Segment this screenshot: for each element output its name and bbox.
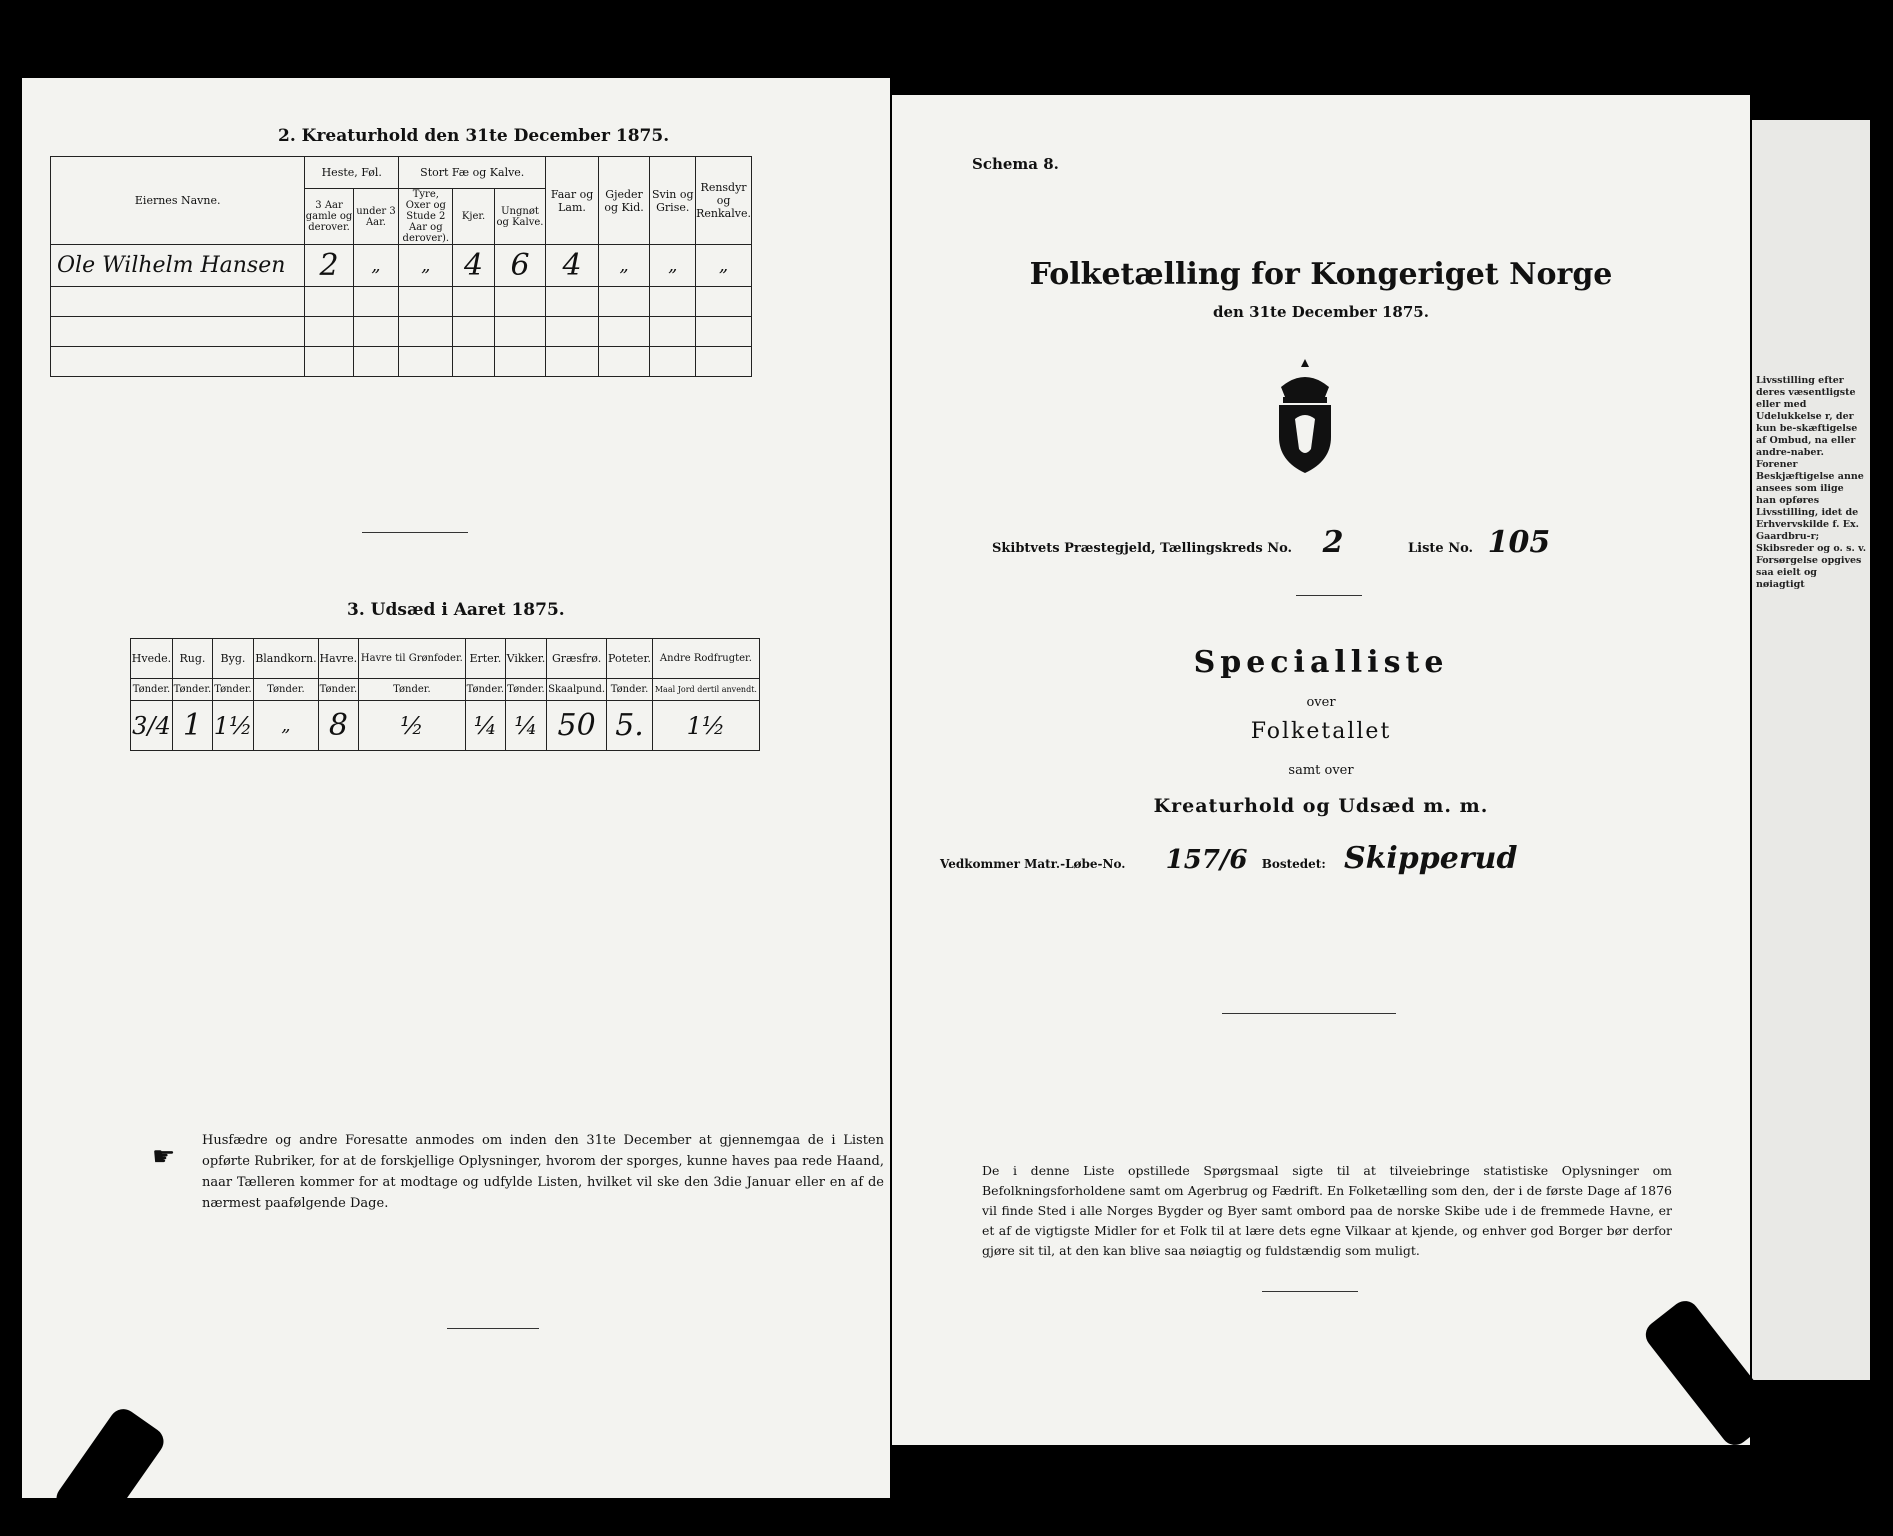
specialliste-title: Specialliste	[1193, 645, 1449, 680]
seed-header: Blandkorn.	[254, 639, 319, 679]
table-row	[51, 287, 752, 317]
owner-cell: Ole Wilhelm Hansen	[51, 245, 305, 287]
header-3aar: 3 Aar gamle og derover.	[305, 189, 353, 245]
header-under3: under 3 Aar.	[353, 189, 398, 245]
seed-unit: Maal Jord dertil anvendt.	[652, 679, 759, 701]
footer-text: De i denne Liste opstillede Spørgsmaal sigte til at tilveiebringe statistiske Oplysninger om Befolkningsforholdene samt om Agerbrug og Fædrift. En Folketælling som den, der i de første Dage af 1876 vil finde Sted i alle Norges Bygder og Byer samt ombord paa de norske Skibe ude i de fremmede Havne, er et af de vigtigste Midler for et Folk til at lære dets egne Vilkaar at kjende, og enhver god Borger bør derfor gjøre sit til, at den kan blive saa nøiagtig og fuldstændig som muligt.	[982, 1163, 1672, 1258]
seed-unit: Tønder.	[607, 679, 653, 701]
district-no: 2	[1322, 525, 1344, 560]
seed-header: Havre.	[318, 639, 358, 679]
schema-label: Schema 8.	[972, 155, 1059, 173]
seed-header: Erter.	[465, 639, 505, 679]
list-no: 105	[1487, 525, 1551, 560]
census-date: den 31te December 1875.	[1213, 303, 1429, 321]
seed-header: Vikker.	[505, 639, 546, 679]
header-stort-fae: Stort Fæ og Kalve.	[399, 157, 546, 189]
seed-header: Poteter.	[607, 639, 653, 679]
seed-unit: Tønder.	[465, 679, 505, 701]
seed-value: ½	[358, 701, 465, 751]
parish-label: Præstegjeld,	[1064, 541, 1156, 556]
cell-svin: „	[650, 245, 696, 287]
table-row	[51, 317, 752, 347]
seed-value: 50	[547, 701, 607, 751]
seed-value: „	[254, 701, 319, 751]
right-page	[892, 95, 1750, 1445]
header-tyre: Tyre, Oxer og Stude 2 Aar og derover).	[399, 189, 453, 245]
seed-header: Havre til Grønfoder.	[358, 639, 465, 679]
seed-unit: Skaalpund.	[547, 679, 607, 701]
header-rensdyr: Rensdyr og Renkalve.	[696, 157, 752, 245]
seed-header: Græsfrø.	[547, 639, 607, 679]
margin-text: Livsstilling efter deres væsentligste eller med Udelukkelse r, der kun be-skæftigelse af Ombud, na eller andre-naber. Forener Beskjæftigelse anne ansees som ilige han opføres Livsstilling, idet de Erhvervskilde f. Ex. Gaardbru-r; Skibsreder og o. s. v. Forsørgelse opgives saa eielt og nøiagtigt	[1756, 375, 1866, 590]
folketallet-title: Folketallet	[1250, 719, 1392, 744]
district-label: Tællingskreds No.	[1160, 541, 1293, 556]
cell-rensdyr: „	[696, 245, 752, 287]
divider	[1262, 1291, 1358, 1292]
parish-name: Skibtvets	[992, 541, 1060, 556]
divider	[1296, 595, 1362, 596]
header-svin: Svin og Grise.	[650, 157, 696, 245]
seed-header: Hvede.	[131, 639, 173, 679]
section3-title: 3. Udsæd i Aaret 1875.	[347, 600, 565, 620]
divider	[447, 1328, 539, 1329]
seed-value: 1½	[652, 701, 759, 751]
seed-header: Andre Rodfrugter.	[652, 639, 759, 679]
seed-value: ¼	[465, 701, 505, 751]
table-row	[51, 347, 752, 377]
cell-faar: 4	[546, 245, 598, 287]
seed-unit: Tønder.	[254, 679, 319, 701]
coat-of-arms-icon	[1265, 357, 1345, 475]
header-ungnot: Ungnøt og Kalve.	[494, 189, 546, 245]
table-row	[131, 701, 760, 751]
seed-unit: Tønder.	[131, 679, 173, 701]
seed-value: ¼	[505, 701, 546, 751]
notice-text: Husfædre og andre Foresatte anmodes om inden den 31te December at gjennemgaa de i Listen opførte Rubriker, for at de forskjellige Oplysninger, hvorom der sporges, kunne haves paa rede Haand, naar Tælleren kommer for at modtage og udfylde Listen, hvilket vil ske den 3die Januar eller en af de nærmest paafølgende Dage.	[202, 1133, 884, 1211]
location-line	[992, 525, 1550, 560]
seed-value: 3/4	[131, 701, 173, 751]
section2-title: 2. Kreaturhold den 31te December 1875.	[278, 126, 670, 146]
table-row	[51, 245, 752, 287]
pointing-hand-icon: ☛	[152, 1142, 176, 1172]
main-title: Folketælling for Kongeriget Norge	[1029, 257, 1613, 292]
kreaturhold-title: Kreaturhold og Udsæd m. m.	[1153, 795, 1489, 817]
cell-kjer: 4	[453, 245, 494, 287]
seed-header: Byg.	[212, 639, 253, 679]
left-page	[22, 78, 890, 1498]
cell-ungnot: 6	[494, 245, 546, 287]
seed-value: 1½	[212, 701, 253, 751]
bosted-value: Skipperud	[1343, 841, 1518, 876]
seed-value: 5.	[607, 701, 653, 751]
owner-header: Eiernes Navne.	[51, 157, 305, 245]
matrikkel-line	[940, 841, 1517, 876]
bosted-label: Bostedet:	[1261, 857, 1326, 871]
header-faar: Faar og Lam.	[546, 157, 598, 245]
cell-heste3: 2	[305, 245, 353, 287]
seed-header: Rug.	[172, 639, 212, 679]
list-label: Liste No.	[1408, 541, 1474, 556]
seed-unit: Tønder.	[358, 679, 465, 701]
header-heste: Heste, Føl.	[305, 157, 399, 189]
livestock-table	[50, 156, 752, 377]
over-text: over	[1306, 695, 1336, 710]
seed-unit: Tønder.	[172, 679, 212, 701]
seed-table	[130, 638, 760, 751]
cell-tyre: „	[399, 245, 453, 287]
divider	[1222, 1013, 1396, 1014]
seed-unit: Tønder.	[318, 679, 358, 701]
adjacent-page-margin	[1752, 120, 1870, 1380]
cell-under3: „	[353, 245, 398, 287]
matr-label: Vedkommer Matr.-Løbe-No.	[940, 857, 1126, 871]
seed-value: 8	[318, 701, 358, 751]
seed-value: 1	[172, 701, 212, 751]
samt-over-text: samt over	[1288, 763, 1354, 778]
seed-unit: Tønder.	[212, 679, 253, 701]
matr-no: 157/6	[1165, 845, 1248, 875]
header-kjer: Kjer.	[453, 189, 494, 245]
divider	[362, 532, 468, 533]
header-gjeder: Gjeder og Kid.	[598, 157, 650, 245]
cell-gjeder: „	[598, 245, 650, 287]
seed-unit: Tønder.	[505, 679, 546, 701]
